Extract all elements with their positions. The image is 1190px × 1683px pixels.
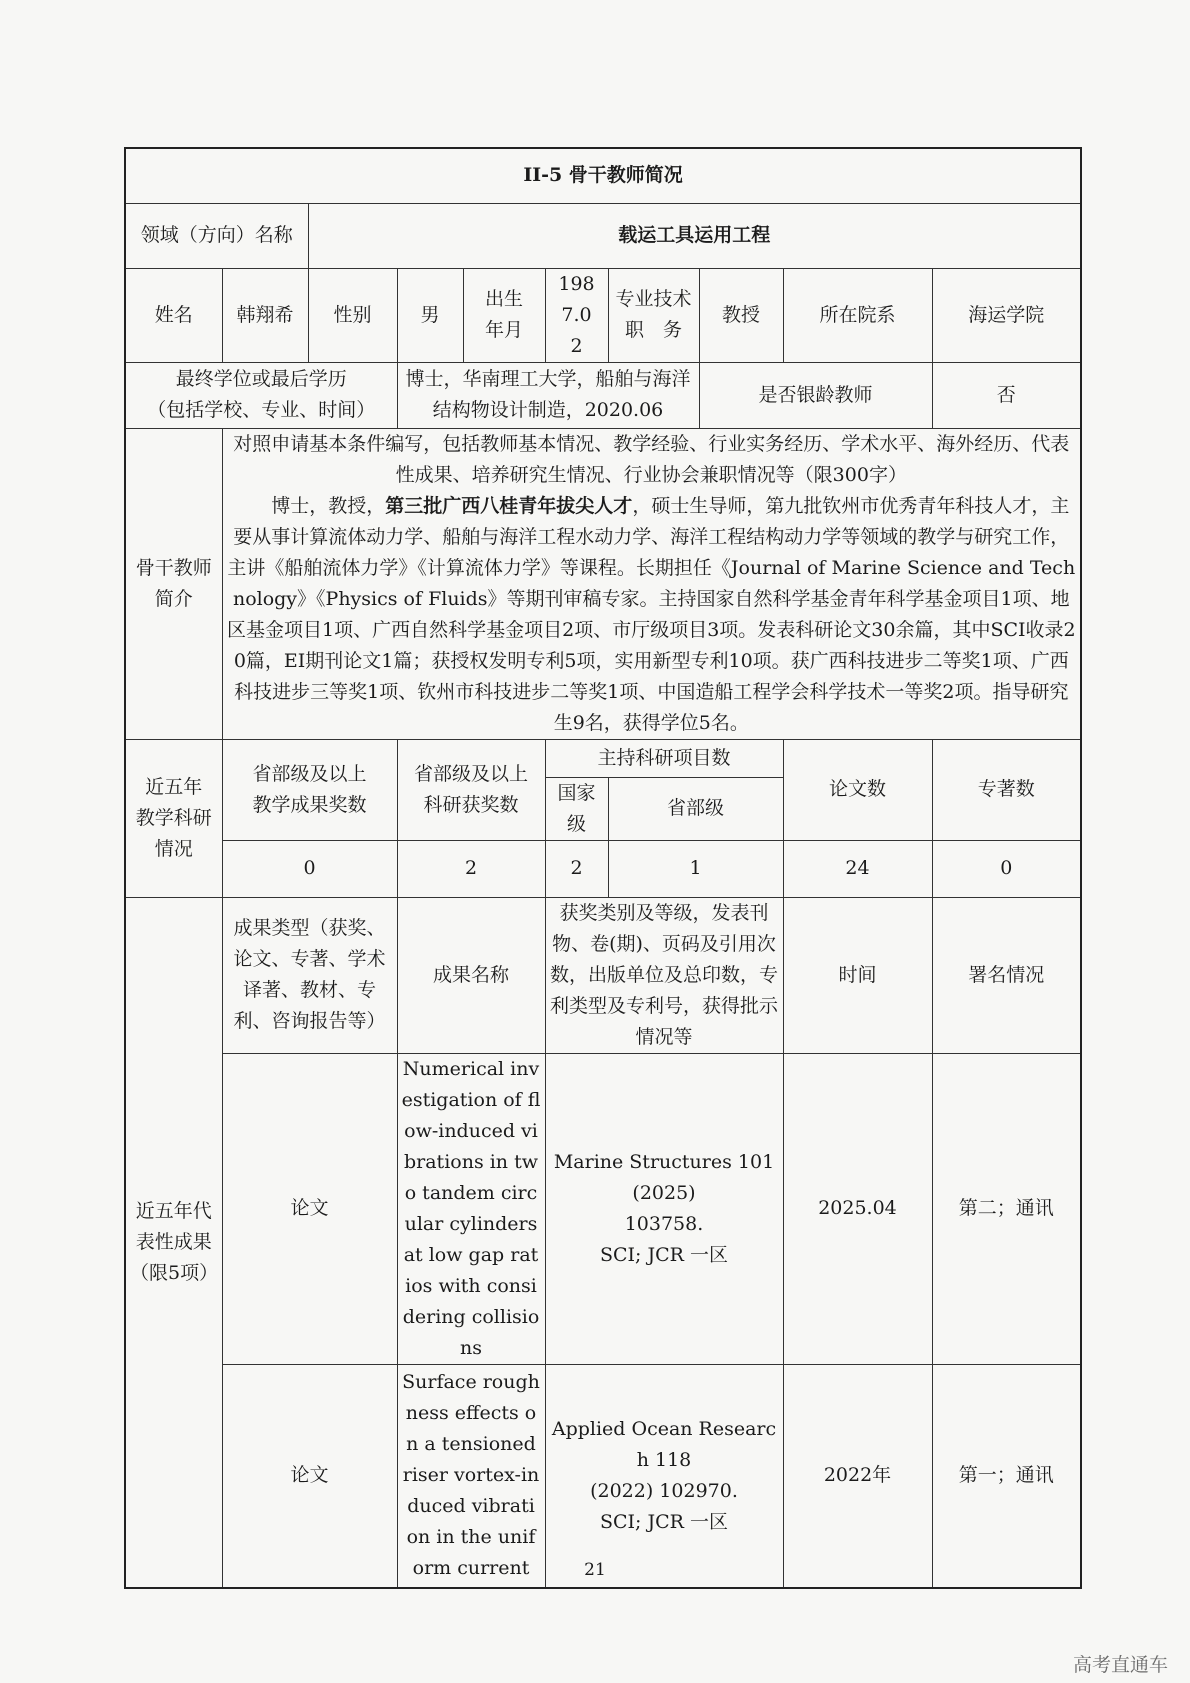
books-count: 0 [932, 840, 1081, 897]
field-value: 载运工具运用工程 [308, 203, 1081, 268]
page-number: 21 [584, 1560, 606, 1580]
research-award-header: 省部级及以上 科研获奖数 [397, 739, 545, 840]
research-award-count: 2 [397, 840, 545, 897]
intro-text: 博士，教授，第三批广西八桂青年拔尖人才，硕士生导师，第九批钦州市优秀青年科技人才，主要从事计算流体动力学、船舶与海洋工程水动力学、海洋工程结构动力学等领域的教学与研究工作，主讲《船舶流体力学》《计算流体力学》等课程。长期担任《Journal of Marine Science and Technology》《Physics of Fluids》等期刊审稿专家。主持国家自然科学基金青年科学基金项目1项、地区基金项目1项、广西自然科学基金项目2项、市厅级项目3项。发表科研论文30余篇，其中SCI收录20篇，EI期刊论文1篇；获授权发明专利5项，实用新型专利10项。获广西科技进步二等奖1项、广西科技进步三等奖1项、钦州市科技进步二等奖1项、中国造船工程学会科学技术一等奖2项。指导研究生9名，获得学位5名。 [227, 494, 1076, 734]
national-project-count: 2 [545, 840, 608, 897]
degree-value: 博士，华南理工大学，船舶与海洋 结构物设计制造，2020.06 [397, 362, 699, 428]
dept-label: 所在院系 [783, 268, 932, 362]
gender-value: 男 [397, 268, 463, 362]
table-row [125, 1053, 1081, 1364]
intro-content [222, 428, 1081, 739]
dept-value: 海运学院 [932, 268, 1081, 362]
section-title: II-5 骨干教师简况 [125, 148, 1081, 203]
stats-label: 近五年 教学科研 情况 [125, 739, 222, 897]
field-label: 领域（方向）名称 [125, 203, 308, 268]
silver-teacher-value: 否 [932, 362, 1081, 428]
title-label: 专业技术 职 务 [608, 268, 699, 362]
achievement-title: Surface roughness effects on a tensioned riser vortex-induced vibration in the uniform current [397, 1364, 545, 1588]
provincial-project-count: 1 [608, 840, 783, 897]
birth-label: 出生 年月 [463, 268, 545, 362]
basic-info-row [125, 268, 1081, 362]
provincial-header: 省部级 [608, 777, 783, 840]
national-header: 国家级 [545, 777, 608, 840]
papers-header: 论文数 [783, 739, 932, 840]
form-table [124, 147, 1082, 1589]
type-header: 成果类型（获奖、论文、专著、学术译著、教材、专利、咨询报告等） [222, 897, 397, 1053]
achievement-type: 论文 [222, 1053, 397, 1364]
papers-count: 24 [783, 840, 932, 897]
table-row [125, 1364, 1081, 1588]
achievements-label: 近五年代 表性成果 （限5项） [125, 897, 222, 1588]
silver-teacher-label: 是否银龄教师 [699, 362, 932, 428]
achievement-time: 2022年 [783, 1364, 932, 1588]
detail-header: 获奖类别及等级，发表刊物、卷(期)、页码及引用次数，出版单位及总印数，专利类型及专利号，获得批示情况等 [545, 897, 783, 1053]
section-title-row [125, 148, 1081, 203]
time-header: 时间 [783, 897, 932, 1053]
name-value: 韩翔希 [222, 268, 308, 362]
achievement-sign: 第二；通讯 [932, 1053, 1081, 1364]
achievement-time: 2025.04 [783, 1053, 932, 1364]
achievement-title: Numerical investigation of flow-induced vibrations in two tandem circular cylinders at low gap ratios with considering collisions [397, 1053, 545, 1364]
achievement-detail: Applied Ocean Research 118 (2022) 102970. SCI; JCR 一区 [545, 1364, 783, 1588]
intro-row [125, 428, 1081, 739]
gender-label: 性别 [308, 268, 397, 362]
degree-row [125, 362, 1081, 428]
birth-value: 1987.0 2 [545, 268, 608, 362]
intro-highlight: 第三批广西八桂青年拔尖人才 [385, 494, 633, 517]
achievements-header-row [125, 897, 1081, 1053]
title-value: 教授 [699, 268, 783, 362]
books-header: 专著数 [932, 739, 1081, 840]
achievement-detail: Marine Structures 101 (2025) 103758. SCI; JCR 一区 [545, 1053, 783, 1364]
name-label: 姓名 [125, 268, 222, 362]
watermark: 高考直通车 [1072, 1654, 1168, 1676]
achievement-sign: 第一；通讯 [932, 1364, 1081, 1588]
sign-header: 署名情况 [932, 897, 1081, 1053]
intro-instruction: 对照申请基本条件编写，包括教师基本情况、教学经验、行业实务经历、学术水平、海外经历、代表性成果、培养研究生情况、行业协会兼职情况等（限300字） [233, 432, 1070, 486]
stats-values-row [125, 840, 1081, 897]
degree-label: 最终学位或最后学历 （包括学校、专业、时间） [125, 362, 397, 428]
stats-header-row [125, 739, 1081, 777]
name-header: 成果名称 [397, 897, 545, 1053]
achievement-type: 论文 [222, 1364, 397, 1588]
projects-header: 主持科研项目数 [545, 739, 783, 777]
teaching-award-header: 省部级及以上 教学成果奖数 [222, 739, 397, 840]
intro-label: 骨干教师 简介 [125, 428, 222, 739]
teacher-profile-form [124, 147, 1080, 1589]
field-row [125, 203, 1081, 268]
teaching-award-count: 0 [222, 840, 397, 897]
